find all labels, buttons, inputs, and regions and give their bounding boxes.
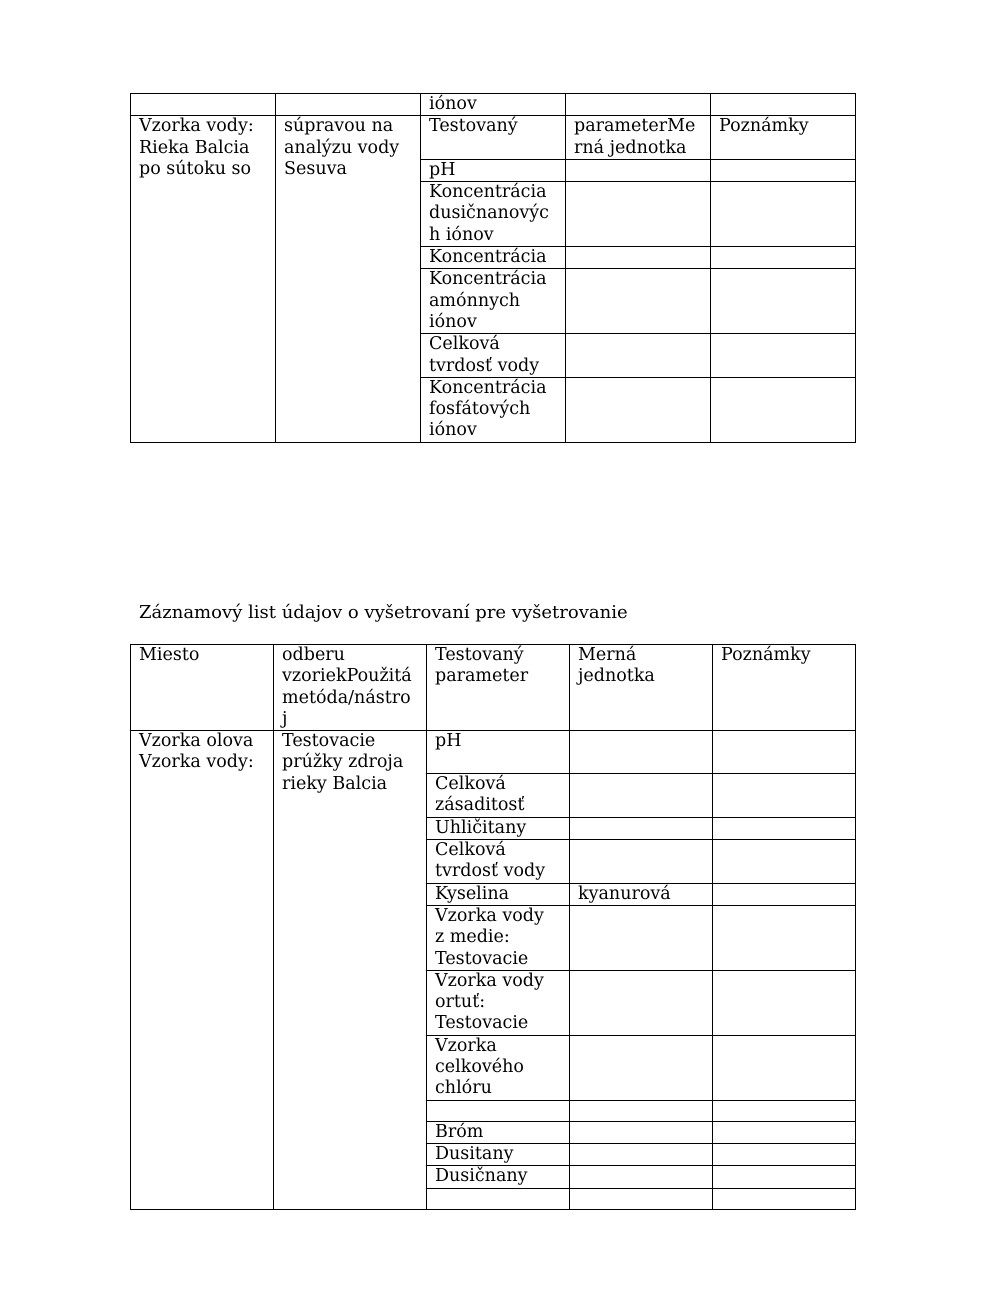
param-cell <box>421 377 566 442</box>
text-line: Merná <box>578 645 637 665</box>
text-line: Koncentrácia <box>429 269 547 290</box>
notes-cell <box>713 970 856 1035</box>
header-param-cell <box>427 645 570 731</box>
text-line: Vzorka vody <box>435 905 544 926</box>
notes-cell <box>711 182 856 247</box>
text-line: pH <box>429 159 456 180</box>
header-method-cell <box>274 645 427 731</box>
text-line: amónnych <box>429 290 521 311</box>
unit-cell <box>570 817 713 839</box>
header-param-cell <box>421 116 566 160</box>
text-line: Vzorka vody: <box>139 116 254 137</box>
method-cell <box>276 116 421 442</box>
text-line: Celková <box>435 774 506 795</box>
text-line: Vzorka vody <box>435 970 544 991</box>
table-row <box>131 94 856 116</box>
unit-cell <box>570 731 713 774</box>
text-line: kyanurová <box>578 883 671 904</box>
text-line: prúžky zdroja <box>282 752 404 773</box>
unit-cell <box>570 1035 713 1100</box>
param-cell <box>421 182 566 247</box>
text-line: Testovacie <box>435 1013 529 1034</box>
notes-cell <box>711 159 856 181</box>
text-line: rieky Balcia <box>282 773 388 794</box>
unit-cell <box>566 334 711 378</box>
notes-cell <box>713 1035 856 1100</box>
text-line: analýzu vody <box>284 137 400 158</box>
notes-cell <box>713 840 856 884</box>
unit-cell <box>566 182 711 247</box>
text-line: Bróm <box>435 1121 484 1142</box>
text-line: parameterMe <box>574 116 696 137</box>
unit-cell <box>570 1100 713 1121</box>
text-line: Testovaný <box>435 645 524 665</box>
text-line: tvrdosť vody <box>429 355 540 376</box>
text-line: z medie: <box>435 927 510 948</box>
text-line: iónov <box>429 420 477 441</box>
header-unit-cell <box>570 645 713 731</box>
record-sheet-title: Záznamový list údajov o vyšetrovaní pre vyšetrovanie <box>139 602 628 623</box>
table-cell <box>276 94 421 116</box>
text-line: parameter <box>435 666 529 687</box>
text-line: celkového <box>435 1057 524 1078</box>
text-line: jednotka <box>578 666 655 687</box>
param-cell <box>427 731 570 774</box>
notes-cell <box>713 1188 856 1209</box>
text-line: odberu <box>282 645 345 665</box>
notes-cell <box>713 1100 856 1121</box>
text-line: rná jednotka <box>574 137 687 158</box>
sample-location-cell <box>131 731 274 1209</box>
param-cell <box>427 840 570 884</box>
table-cell <box>421 94 566 116</box>
param-cell <box>427 883 570 905</box>
unit-cell <box>570 774 713 818</box>
text-line: Celková <box>429 334 500 355</box>
header-notes-cell <box>711 116 856 160</box>
notes-cell <box>713 905 856 970</box>
text-line: Koncentrácia <box>429 247 547 268</box>
unit-cell <box>570 970 713 1035</box>
param-cell <box>427 1166 570 1188</box>
table-cell <box>711 94 856 116</box>
text-line: Poznámky <box>719 116 809 137</box>
param-label: iónov <box>429 94 477 114</box>
text-line: h iónov <box>429 224 494 245</box>
table-cell <box>566 94 711 116</box>
text-line: pH <box>435 731 462 752</box>
text-line: tvrdosť vody <box>435 861 546 882</box>
unit-cell <box>570 840 713 884</box>
notes-cell <box>713 883 856 905</box>
method-cell <box>274 731 427 1209</box>
notes-cell <box>713 1121 856 1143</box>
table-row <box>131 731 856 774</box>
unit-cell <box>570 1166 713 1188</box>
text-line: Rieka Balcia <box>139 137 250 158</box>
text-line: Poznámky <box>721 645 811 665</box>
param-cell <box>427 774 570 818</box>
unit-cell <box>570 1143 713 1165</box>
table-water-sample-2 <box>130 644 856 1210</box>
table-cell <box>131 94 276 116</box>
param-cell <box>427 905 570 970</box>
notes-cell <box>713 774 856 818</box>
text-line: fosfátových <box>429 399 531 420</box>
param-cell <box>427 970 570 1035</box>
param-cell <box>427 1100 570 1121</box>
param-cell <box>421 247 566 269</box>
notes-cell <box>713 1143 856 1165</box>
header-location-cell <box>131 645 274 731</box>
table-row <box>131 116 856 160</box>
unit-cell <box>570 905 713 970</box>
param-cell <box>421 269 566 334</box>
text-line: Testovacie <box>435 948 529 969</box>
text-line: Dusičnany <box>435 1166 528 1187</box>
notes-cell <box>713 731 856 774</box>
notes-cell <box>713 817 856 839</box>
unit-cell <box>570 1188 713 1209</box>
text-line: Dusitany <box>435 1143 514 1164</box>
text-line: Kyselina <box>435 883 510 904</box>
unit-cell <box>566 269 711 334</box>
param-cell <box>427 1121 570 1143</box>
param-cell <box>427 1188 570 1209</box>
text-line: Testovacie <box>282 731 376 752</box>
unit-cell <box>570 883 713 905</box>
text-line: iónov <box>429 311 477 332</box>
notes-cell <box>711 269 856 334</box>
header-notes-cell <box>713 645 856 731</box>
notes-cell <box>711 334 856 378</box>
text-line: Vzorka olova <box>139 731 254 752</box>
notes-cell <box>711 377 856 442</box>
header-unit-cell <box>566 116 711 160</box>
param-cell <box>427 817 570 839</box>
text-line: chlóru <box>435 1078 492 1099</box>
text-line: Celková <box>435 840 506 861</box>
text-line: Testovaný <box>429 116 518 137</box>
text-line: Koncentrácia <box>429 377 547 398</box>
text-line: Sesuva <box>284 158 347 179</box>
unit-cell <box>566 247 711 269</box>
text-line: zásaditosť <box>435 795 525 816</box>
param-cell <box>427 1143 570 1165</box>
unit-cell <box>570 1121 713 1143</box>
text-line: Vzorka vody: <box>139 752 254 773</box>
text-line: Miesto <box>139 645 200 665</box>
param-cell <box>421 334 566 378</box>
sample-location-cell <box>131 116 276 442</box>
notes-cell <box>713 1166 856 1188</box>
text-line: súpravou na <box>284 116 394 137</box>
param-cell <box>427 1035 570 1100</box>
text-line: vzoriekPoužitá <box>282 666 412 687</box>
notes-cell <box>711 247 856 269</box>
text-line: j <box>282 708 288 729</box>
text-line: metóda/nástro <box>282 687 411 708</box>
text-line: po sútoku so <box>139 158 252 179</box>
text-line: dusičnanovýc <box>429 203 549 224</box>
table-water-sample-1 <box>130 93 856 443</box>
param-cell <box>421 159 566 181</box>
text-line: Koncentrácia <box>429 182 547 203</box>
text-line: Vzorka <box>435 1035 497 1056</box>
table-header-row <box>131 645 856 731</box>
text-line: Uhličitany <box>435 817 527 838</box>
text-line: ortuť: <box>435 992 486 1013</box>
unit-cell <box>566 159 711 181</box>
unit-cell <box>566 377 711 442</box>
